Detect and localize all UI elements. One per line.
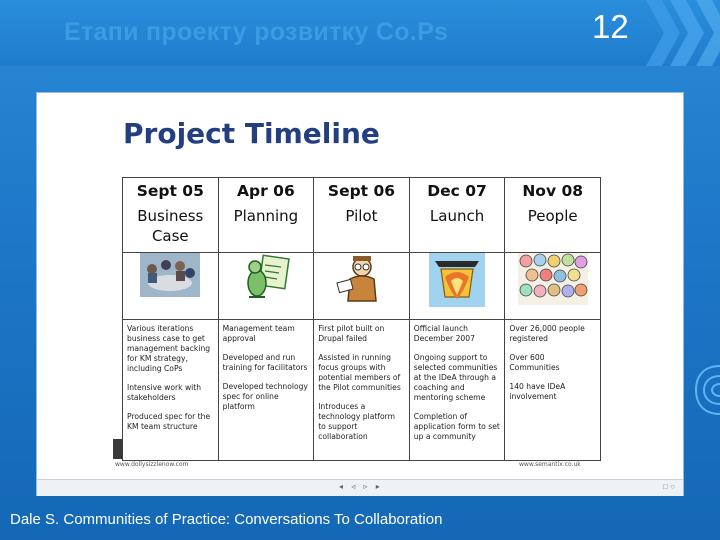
footer-logo <box>113 439 123 459</box>
note-item: Over 600 Communities <box>509 353 560 372</box>
timeline-cell <box>409 253 505 320</box>
timeline-notes-cell <box>123 320 219 461</box>
note-item: Produced spec for the KM team structure <box>127 412 211 431</box>
milestone-phase: People <box>527 207 578 225</box>
timeline-notes-cell <box>218 320 314 461</box>
timeline-cell <box>505 178 601 253</box>
timeline-cell <box>409 178 505 253</box>
timeline-notes-cell <box>505 320 601 461</box>
meeting-photo-icon <box>140 253 200 297</box>
timeline-cell <box>314 178 410 253</box>
milestone-phase: Launch <box>429 207 485 225</box>
slide-number: 12 <box>592 8 629 45</box>
timeline-cell <box>505 253 601 320</box>
note-item: Developed technology spec for online platform <box>222 382 308 411</box>
note-item: Completion of application form to set up a community <box>413 412 500 441</box>
timeline-notes-cell <box>314 320 410 461</box>
milestone-date: Nov 08 <box>522 182 584 200</box>
people-clipart-icon <box>518 253 588 305</box>
embedded-slide-screenshot <box>36 92 684 496</box>
note-item: Over 26,000 people registered <box>509 324 585 343</box>
note-item: Developed and run training for facilitators <box>222 353 308 372</box>
timeline-cell <box>218 178 314 253</box>
slide-title: Етапи проекту розвитку Co.Ps <box>64 18 449 46</box>
milestone-date: Sept 06 <box>327 182 396 200</box>
footer-url-left: www.dollysizzlenow.com <box>115 461 189 468</box>
milestone-phase: Planning <box>233 207 299 225</box>
note-item: Official launch December 2007 <box>413 324 475 343</box>
note-item: Various iterations business case to get management backing for KM strategy, including CoPs <box>127 324 211 373</box>
timeline-table <box>122 177 601 461</box>
embedded-heading: Project Timeline <box>123 117 380 150</box>
pilot-clipart-icon <box>336 253 386 307</box>
footer-url-right: www.semantix.co.uk <box>519 461 581 468</box>
chevron-decoration-icon <box>640 0 720 66</box>
slide-navigation-controls[interactable]: ◂ ◃ ▹ ▸ <box>339 482 383 491</box>
planning-clipart-icon <box>239 253 293 301</box>
note-item: Introduces a technology platform to support collaboration <box>318 402 396 441</box>
timeline-notes-row <box>123 320 601 461</box>
milestone-phase: Pilot <box>345 207 378 225</box>
source-caption: Dale S. Communities of Practice: Conversations To Collaboration <box>10 511 443 528</box>
timeline-image-row <box>123 253 601 320</box>
note-item: Management team approval <box>222 324 295 343</box>
note-item: First pilot built on Drupal failed <box>318 324 385 343</box>
note-item: Ongoing support to selected communities at the IDeA through a coaching and mentoring scheme <box>413 353 498 402</box>
timeline-cell <box>123 253 219 320</box>
timeline-header-row <box>123 178 601 253</box>
note-item: 140 have IDeA involvement <box>509 382 566 401</box>
timeline-cell <box>123 178 219 253</box>
launch-clipart-icon <box>429 253 485 307</box>
note-item: Assisted in running focus groups with potential members of the Pilot communities <box>318 353 401 392</box>
timeline-notes-cell <box>409 320 505 461</box>
timeline-cell <box>314 253 410 320</box>
milestone-date: Dec 07 <box>427 182 487 200</box>
swirl-decoration-icon <box>690 360 720 420</box>
milestone-phase: Business Case <box>137 207 204 245</box>
viewer-window-controls[interactable]: □ ○ <box>663 482 675 491</box>
note-item: Intensive work with stakeholders <box>127 383 202 402</box>
timeline-cell <box>218 253 314 320</box>
milestone-date: Sept 05 <box>136 182 204 200</box>
milestone-date: Apr 06 <box>237 182 295 200</box>
viewer-control-bar <box>37 479 683 496</box>
